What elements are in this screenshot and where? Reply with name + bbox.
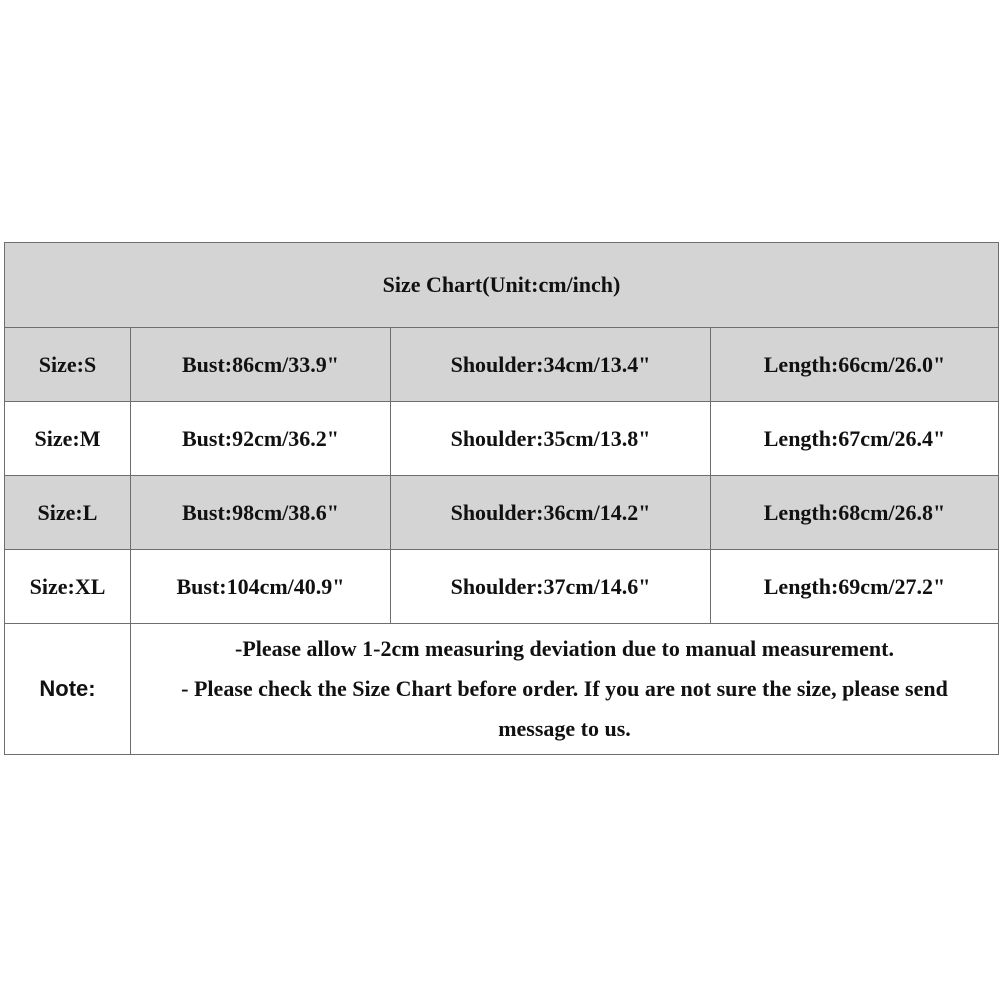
size-cell: Size:S — [5, 328, 131, 402]
length-cell: Length:66cm/26.0" — [711, 328, 999, 402]
note-line: message to us. — [498, 716, 631, 741]
bust-cell: Bust:86cm/33.9" — [131, 328, 391, 402]
table-row — [5, 550, 999, 624]
bust-cell: Bust:104cm/40.9" — [131, 550, 391, 624]
table-title: Size Chart(Unit:cm/inch) — [5, 243, 999, 328]
note-line: - Please check the Size Chart before order. If you are not sure the size, please send — [181, 676, 948, 701]
length-cell: Length:68cm/26.8" — [711, 476, 999, 550]
title-row — [5, 243, 999, 328]
length-cell: Length:69cm/27.2" — [711, 550, 999, 624]
shoulder-cell: Shoulder:35cm/13.8" — [391, 402, 711, 476]
shoulder-cell: Shoulder:37cm/14.6" — [391, 550, 711, 624]
note-row — [5, 624, 999, 755]
table-row — [5, 402, 999, 476]
shoulder-cell: Shoulder:36cm/14.2" — [391, 476, 711, 550]
note-label: Note: — [5, 624, 131, 755]
table-row — [5, 476, 999, 550]
note-line: -Please allow 1-2cm measuring deviation due to manual measurement. — [235, 636, 894, 661]
size-cell: Size:L — [5, 476, 131, 550]
size-cell: Size:XL — [5, 550, 131, 624]
table-row — [5, 328, 999, 402]
bust-cell: Bust:98cm/38.6" — [131, 476, 391, 550]
note-text — [131, 624, 999, 755]
size-chart-table — [4, 242, 999, 755]
size-cell: Size:M — [5, 402, 131, 476]
shoulder-cell: Shoulder:34cm/13.4" — [391, 328, 711, 402]
bust-cell: Bust:92cm/36.2" — [131, 402, 391, 476]
length-cell: Length:67cm/26.4" — [711, 402, 999, 476]
